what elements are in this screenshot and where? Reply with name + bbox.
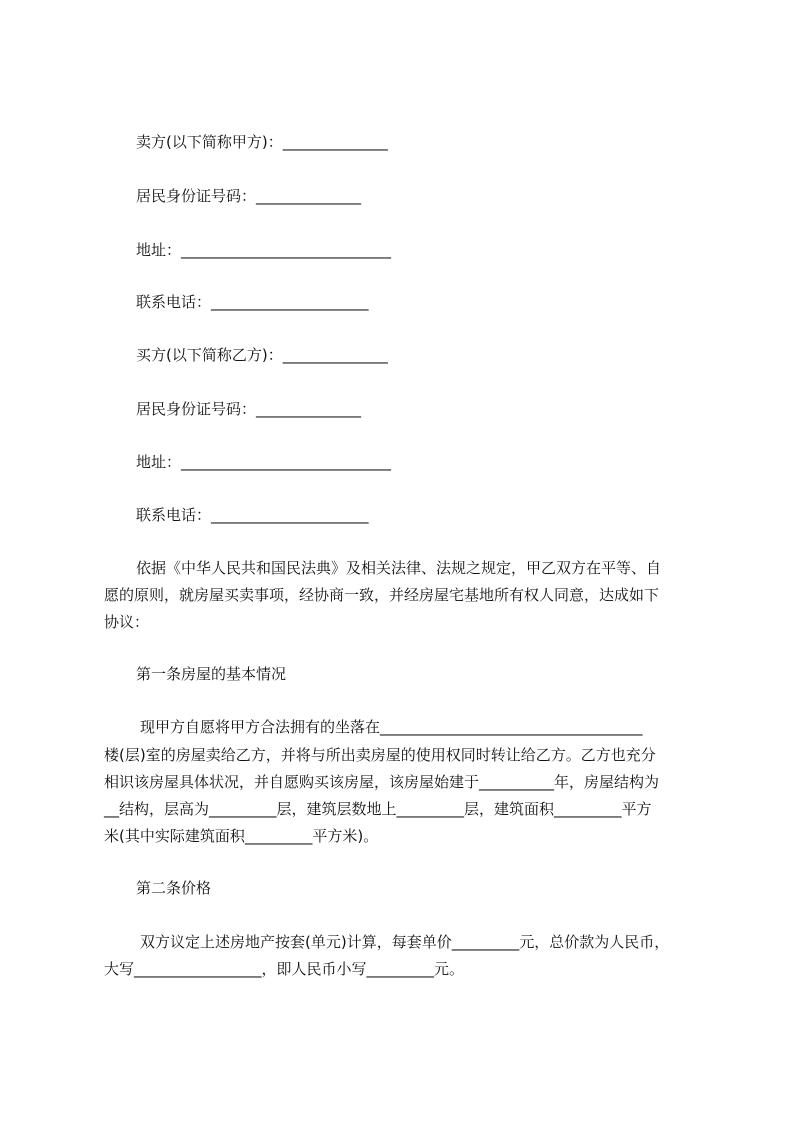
article-2-title: 第二条价格 <box>136 879 212 897</box>
article-1-line-3: 相识该房屋具体状况，并自愿购买该房屋，该房屋始建于__________年，房屋结构为 <box>104 773 660 791</box>
preamble-line-3: 协议： <box>104 613 150 631</box>
buyer-id-field: 居民身份证号码：______________ <box>136 400 362 418</box>
preamble-line-2: 愿的原则，就房屋买卖事项，经协商一致，并经房屋宅基地所有权人同意，达成如下 <box>104 586 660 604</box>
seller-name-field: 卖方(以下简称甲方)：______________ <box>136 133 388 151</box>
seller-id-field: 居民身份证号码：______________ <box>136 187 362 205</box>
article-2-line-1: 双方议定上述房地产按套(单元)计算，每套单价_________元，总价款为人民币， <box>140 933 670 951</box>
article-1-title: 第一条房屋的基本情况 <box>136 665 287 683</box>
article-1-line-1: 现甲方自愿将甲方合法拥有的坐落在___________________________________ <box>140 718 643 736</box>
article-1-line-2: 楼(层)室的房屋卖给乙方，并将与所出卖房屋的使用权同时转让给乙方。乙方也充分 <box>104 746 656 764</box>
article-1-line-4: __结构，层高为_________层，建筑层数地上_________层，建筑面积_________平方 <box>104 800 652 818</box>
seller-phone-field: 联系电话：_____________________ <box>136 293 369 311</box>
article-1-line-5: 米(其中实际建筑面积_________平方米)。 <box>104 827 379 845</box>
article-2-line-2: 大写_________________，即人民币小写_________元。 <box>104 960 465 978</box>
buyer-phone-field: 联系电话：_____________________ <box>136 506 369 524</box>
seller-address-field: 地址：____________________________ <box>136 241 392 259</box>
preamble-line-1: 依据《中华人民共和国民法典》及相关法律、法规之规定，甲乙双方在平等、自 <box>136 559 662 577</box>
buyer-address-field: 地址：____________________________ <box>136 453 392 471</box>
buyer-name-field: 买方(以下简称乙方)：______________ <box>136 346 388 364</box>
